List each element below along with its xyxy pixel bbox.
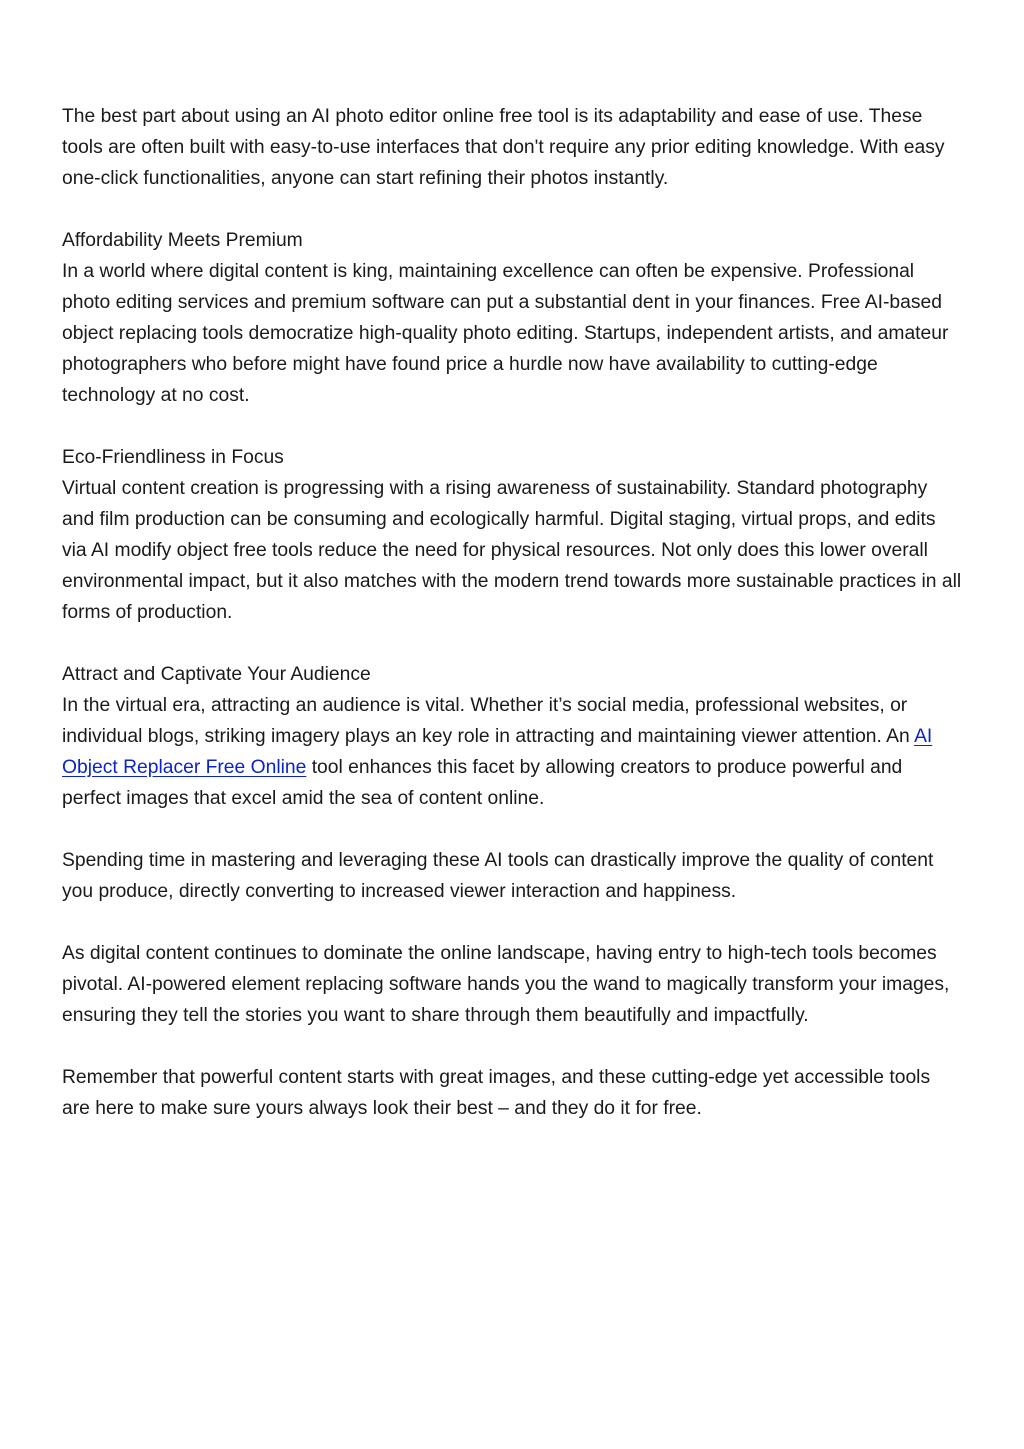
section-body-eco-friendliness: Virtual content creation is progressing with a rising awareness of sustainability. Standard photography and film production can be consuming and ecologically harmful. Digital staging, virtual props, and edits via AI modify object free tools reduce the need for physical resources. Not only does this lower overall environmental impact, but it also matches with the modern trend towards more sustainable practices in all forms of production. <box>62 478 962 623</box>
section-heading-affordability: Affordability Meets Premium <box>62 230 303 251</box>
section-body-affordability: In a world where digital content is king, maintaining excellence can often be expensive. Professional photo editing services and premium software can put a substantial dent in your finances. Free AI-based object replacing tools democratize high-quality photo editing. Startups, independent artists, and amateur photographers who before might have found price a hurdle now have availability to cutting-edge technology at no cost. <box>62 261 949 406</box>
document-body <box>62 101 962 1155</box>
closing-paragraph-3: Remember that powerful content starts with great images, and these cutting-edge yet accessible tools are here to make sure yours always look their best – and they do it for free. <box>62 1067 931 1119</box>
closing-paragraph-2: As digital content continues to dominate the online landscape, having entry to high-tech tools becomes pivotal. AI-powered element replacing software hands you the wand to magically transform your images, ensuring they tell the stories you want to share through them beautifully and impactfully. <box>62 943 950 1026</box>
closing-paragraph-1: Spending time in mastering and leveraging these AI tools can drastically improve the quality of content you produce, directly converting to increased viewer interaction and happiness. <box>62 850 934 902</box>
audience-text-after-link: tool enhances this facet by allowing creators to produce powerful and perfect images that excel amid the sea of content online. <box>62 757 903 809</box>
section-body-audience <box>62 690 962 814</box>
section-heading-eco-friendliness: Eco-Friendliness in Focus <box>62 447 284 468</box>
intro-paragraph: The best part about using an AI photo editor online free tool is its adaptability and ease of use. These tools are often built with easy-to-use interfaces that don't require any prior editing knowledge. With easy one-click functionalities, anyone can start refining their photos instantly. <box>62 106 945 189</box>
ai-object-replacer-link[interactable]: AI Object Replacer Free Online <box>62 726 933 778</box>
audience-text-before-link: In the virtual era, attracting an audience is vital. Whether it’s social media, professional websites, or individual blogs, striking imagery plays an key role in attracting and maintaining viewer attention. An <box>62 695 915 747</box>
section-heading-audience: Attract and Captivate Your Audience <box>62 664 371 685</box>
